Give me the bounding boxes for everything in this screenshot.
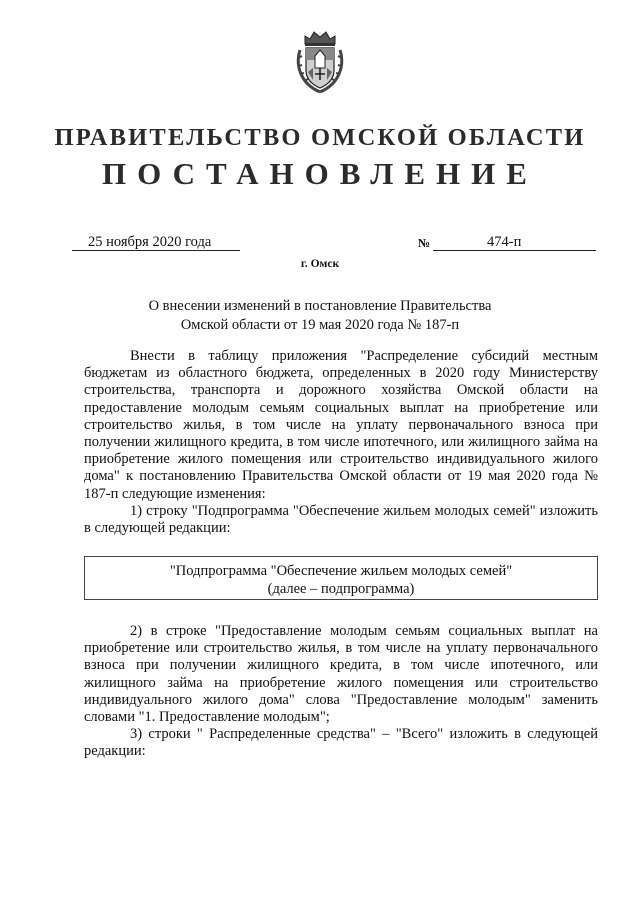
item-1-paragraph: 1) строку "Подпрограмма "Обеспечение жильем молодых семей" изложить в следующей редакции: [84, 502, 598, 537]
amended-row-box [84, 556, 598, 600]
box-line-2: (далее – подпрограмма) [267, 581, 415, 597]
organization-title: ПРАВИТЕЛЬСТВО ОМСКОЙ ОБЛАСТИ [54, 124, 586, 151]
document-subject [90, 297, 550, 334]
document-date: 25 ноября 2020 года [72, 233, 240, 251]
subject-line-1: О внесении изменений в постановление Правительства [148, 298, 492, 314]
subject-line-2: Омской области от 19 мая 2020 года № 187-п [180, 316, 460, 333]
item-2-paragraph: 2) в строке "Предоставление молодым семьям социальных выплат на приобретение или строительство жилья, в том числе на уплату первоначального взноса при получении жилищного кредита, в том числе ипотечного, или жилищного займа на приобретение жилого помещения или строительство индивидуального жилого дома" слова "Предоставление молодым" заменить словами "1. Предоставление молодым"; [84, 623, 598, 726]
body-section-2 [84, 623, 598, 761]
body-section-1 [84, 348, 598, 537]
item-3-paragraph: 3) строки " Распределенные средства" – "Всего" изложить в следующей редакции: [84, 726, 598, 760]
document-type-title: ПОСТАНОВЛЕНИЕ [102, 156, 538, 191]
intro-paragraph: Внести в таблицу приложения "Распределение субсидий местным бюджетам из областного бюджета, определенных в 2020 году Министерству строительства, транспорта и дорожного хозяйства Омской области на предоставление молодым семьям социальных выплат на приобретение или строительство жилья, в том числе на уплату первоначального взноса при получении жилищного кредита, в том числе ипотечного, или жилищного займа на приобретение жилого помещения или строительство индивидуального жилого дома" к постановлению Правительства Омской области от 19 мая 2020 года № 187-п следующие изменения: [84, 348, 598, 502]
document-number: 474-п [433, 233, 596, 251]
omsk-coat-of-arms-icon [293, 28, 347, 96]
box-line-1: "Подпрограмма "Обеспечение жильем молодых семей" [169, 563, 513, 579]
number-label: № [418, 236, 431, 250]
city-label: г. Омск [300, 258, 340, 270]
